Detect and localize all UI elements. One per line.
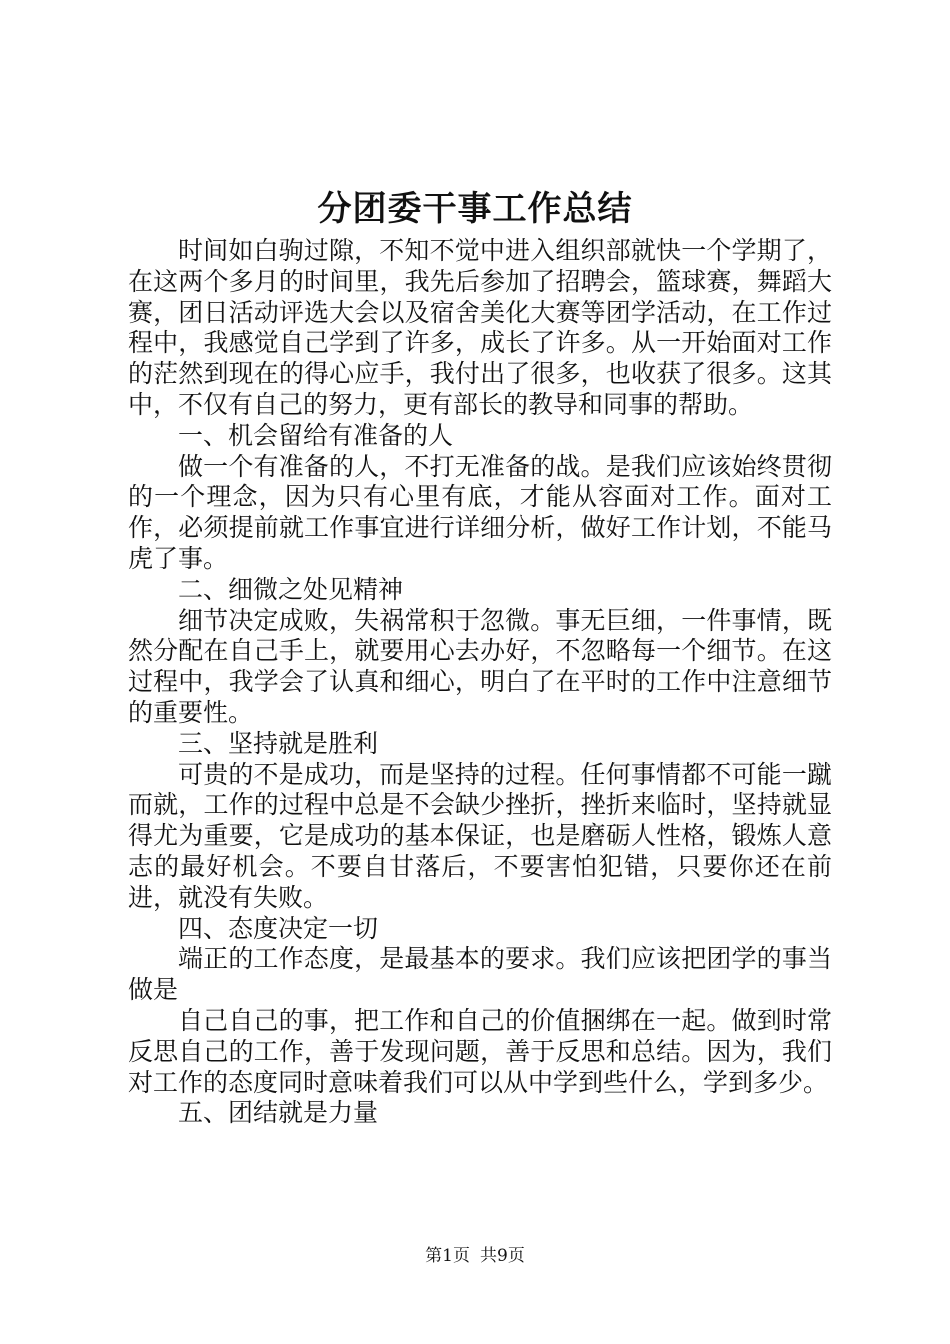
paragraph-section-1: 做一个有准备的人，不打无准备的战。是我们应该始终贯彻的一个理念，因为只有心里有底，才能从容面对工作。面对工作，必须提前就工作事宜进行详细分析，做好工作计划，不能马虎了事。 <box>128 451 832 573</box>
section-heading-1: 一、机会留给有准备的人 <box>178 420 454 450</box>
section-heading-3: 三、坚持就是胜利 <box>178 728 379 758</box>
page-footer <box>0 1244 950 1268</box>
paragraph-intro: 时间如白驹过隙，不知不觉中进入组织部就快一个学期了，在这两个多月的时间里，我先后参加了招聘会，篮球赛，舞蹈大赛，团日活动评选大会以及宿舍美化大赛等团学活动，在工作过程中，我感觉自己学到了许多，成长了许多。从一开始面对工作的茫然到现在的得心应手，我付出了很多，也收获了很多。这其中，不仅有自己的努力，更有部长的教导和同事的帮助。 <box>128 236 832 419</box>
paragraph-section-2: 细节决定成败，失祸常积于忽微。事无巨细，一件事情，既然分配在自己手上，就要用心去办好，不忽略每一个细节。在这过程中，我学会了认真和细心，明白了在平时的工作中注意细节的重要性。 <box>128 605 832 727</box>
paragraph-section-3: 可贵的不是成功，而是坚持的过程。任何事情都不可能一蹴而就，工作的过程中总是不会缺少挫折，挫折来临时，坚持就显得尤为重要，它是成功的基本保证，也是磨砺人性格，锻炼人意志的最好机会。不要自甘落后，不要害怕犯错，只要你还在前进，就没有失败。 <box>128 759 832 912</box>
paragraph-section-4b: 自己自己的事，把工作和自己的价值捆绑在一起。做到时常反思自己的工作，善于发现问题，善于反思和总结。因为，我们对工作的态度同时意味着我们可以从中学到些什么，学到多少。 <box>128 1005 832 1097</box>
section-heading-4: 四、态度决定一切 <box>178 913 379 943</box>
section-heading-5: 五、团结就是力量 <box>178 1098 379 1128</box>
section-heading-2: 二、细微之处见精神 <box>178 574 404 604</box>
page-total: 共9页 <box>480 1246 525 1266</box>
page-number: 第1页 <box>425 1246 470 1266</box>
document-title: 分团委干事工作总结 <box>317 189 633 229</box>
paragraph-section-4a: 端正的工作态度，是最基本的要求。我们应该把团学的事当做是 <box>128 944 832 1005</box>
document-body <box>128 236 832 1129</box>
